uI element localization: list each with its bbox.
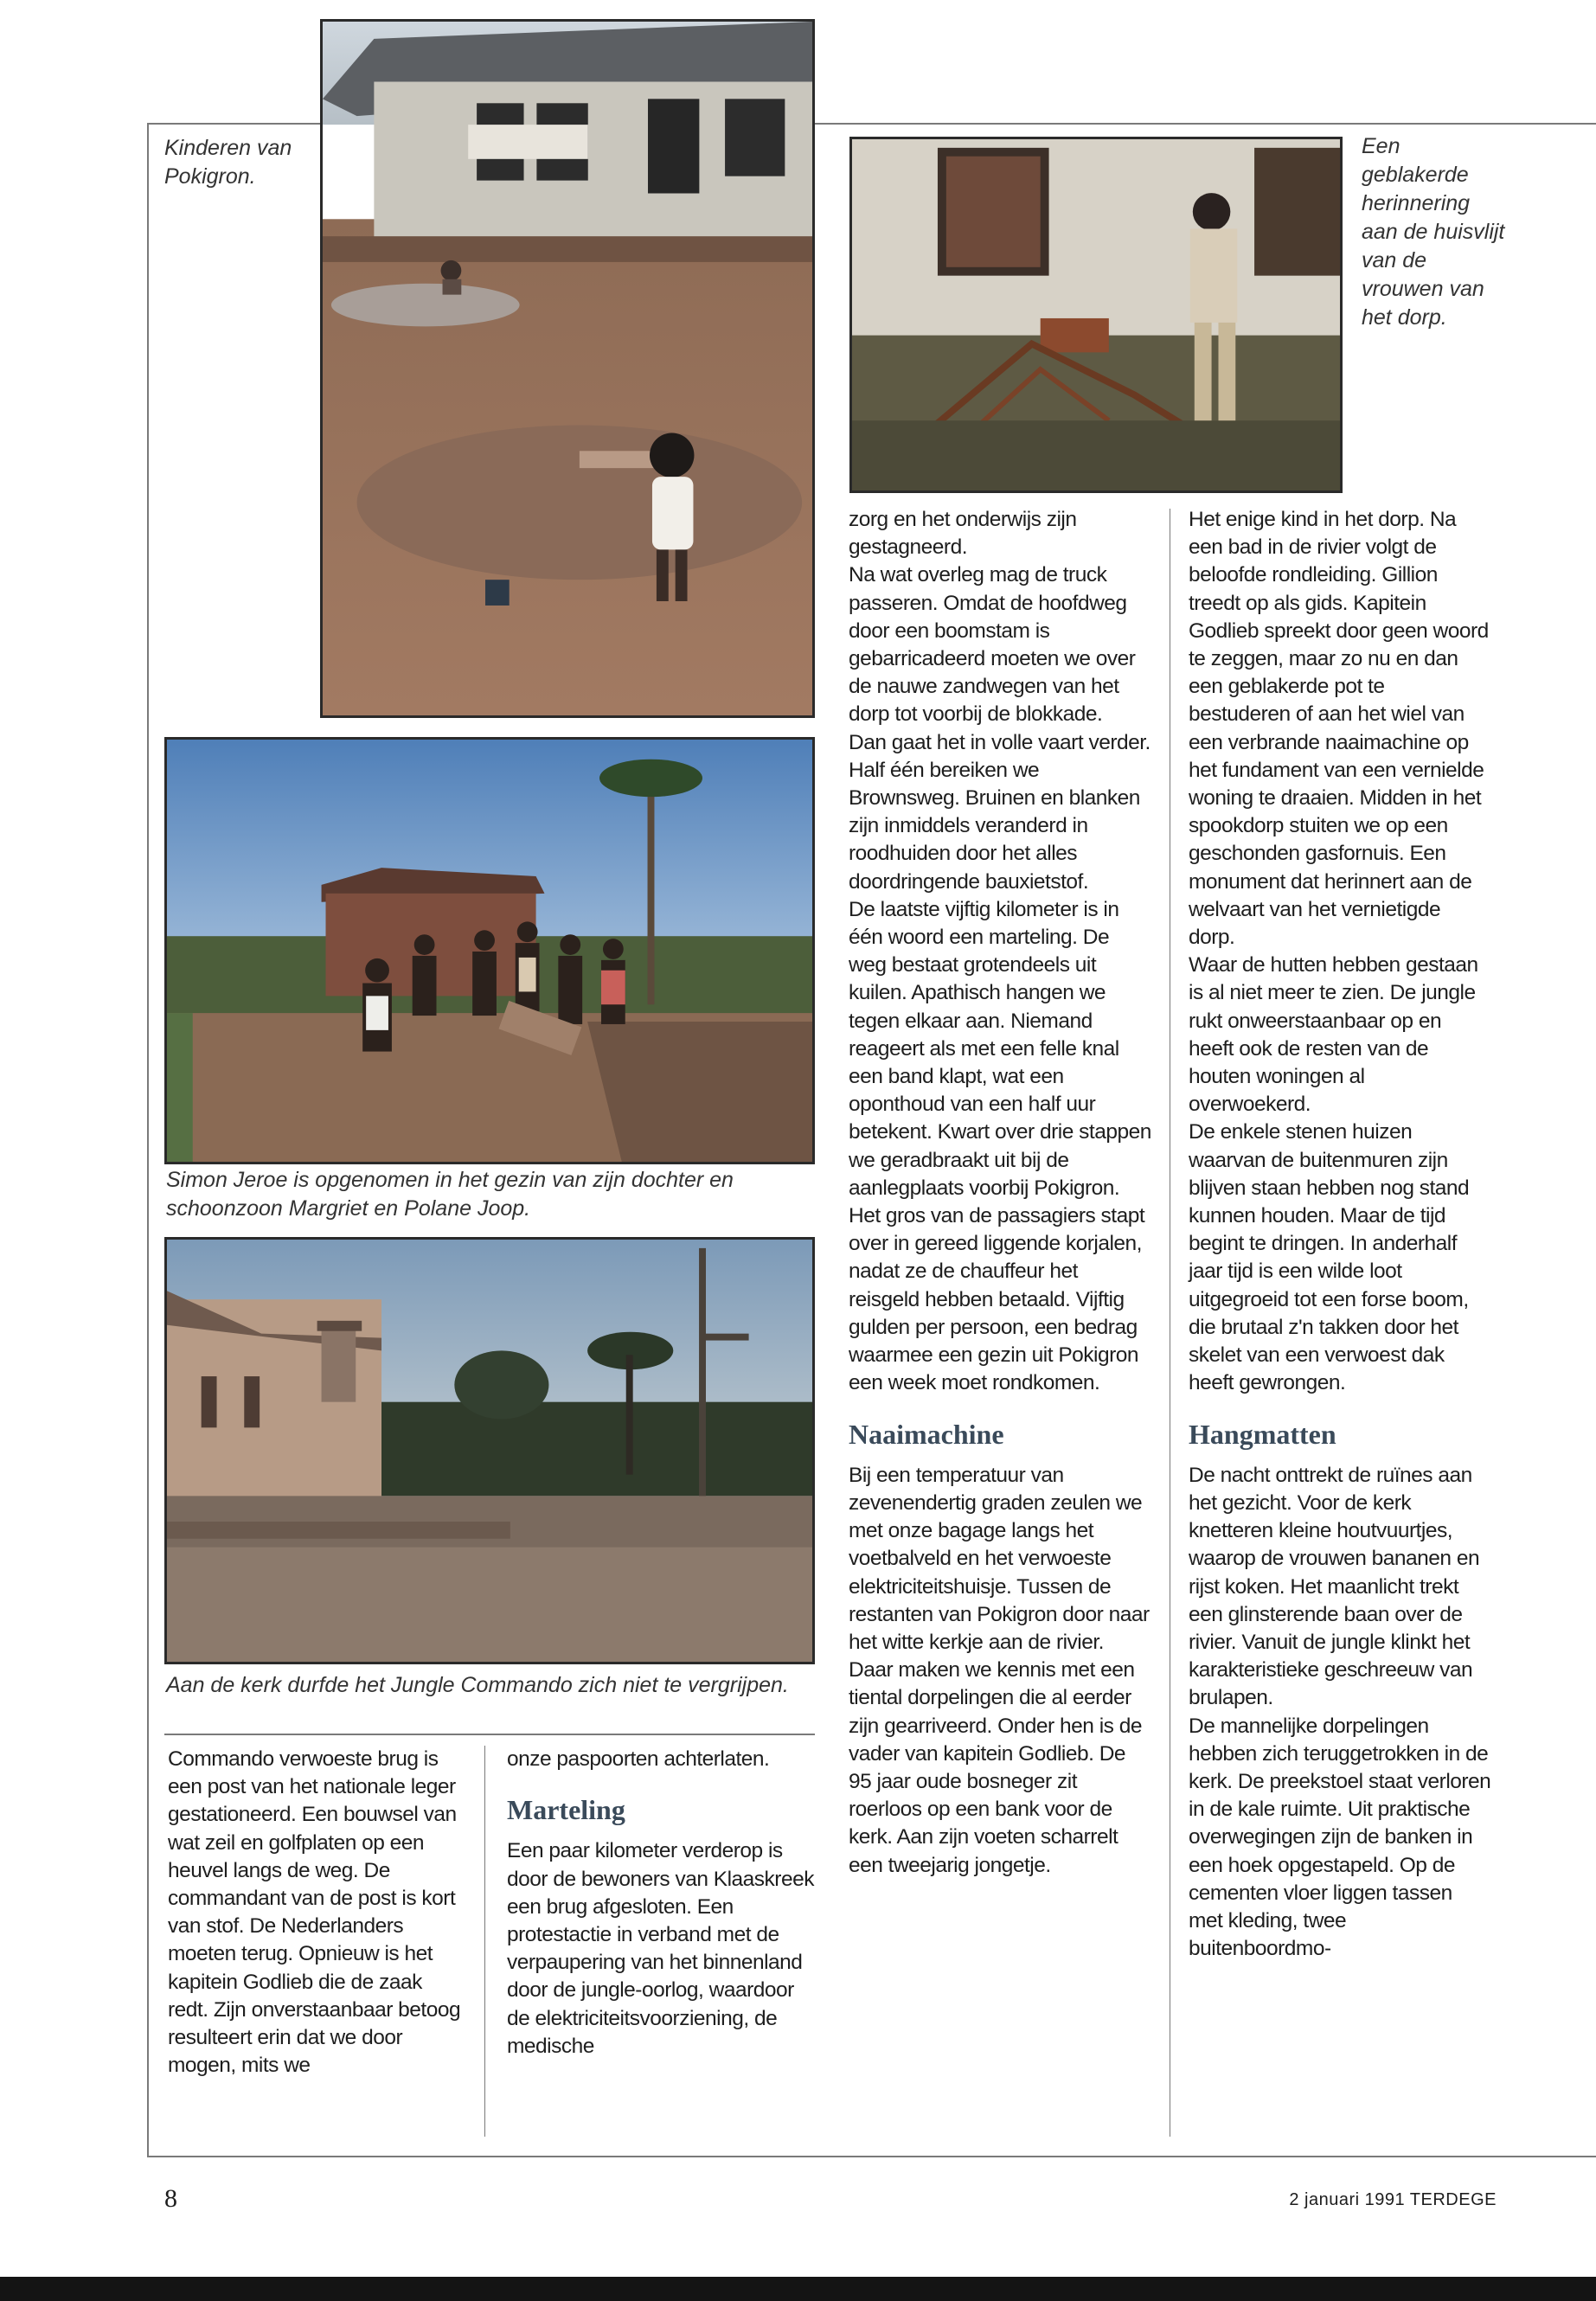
section-heading-marteling: Marteling <box>507 1794 625 1826</box>
article-column-2 <box>507 1746 814 2061</box>
article-paragraph: Dan gaat het in volle vaart verder. Half één bereiken we Brownsweg. Bruinen en blanken zijn inmiddels veranderd in roodhuiden door het alles doordringende bauxietstof. <box>849 730 1151 894</box>
article-paragraph: Na wat overleg mag de truck passeren. Omdat de hoofdweg door een boomstam is gebarricadeerd moeten we over de nauwe zandwegen van het dorp tot voorbij de blokkade. <box>849 563 1136 727</box>
section-heading-hangmatten: Hangmatten <box>1189 1418 1336 1450</box>
article-paragraph: Het gros van de passagiers stapt over in gereed liggende korjalen, nadat ze de chauffeur het reisgeld hebben betaald. Vijftig gulden per persoon, een bedrag waarmee een gezin uit Pokigron een week moet rondkomen. <box>849 1204 1145 1395</box>
issue-label: 2 januari 1991 TERDEGE <box>1289 2190 1497 2209</box>
article-column-1 <box>168 1746 462 2080</box>
caption-church: Aan de kerk durfde het Jungle Commando zich niet te vergrijpen. <box>166 1673 789 1697</box>
article-paragraph: Waar de hutten hebben gestaan is al niet meer te zien. De jungle rukt onweerstaanbaar op en heeft ook de resten van de houten woningen al overwoekerd. <box>1189 953 1478 1117</box>
photo-family <box>164 737 815 1164</box>
caption-children: Kinderen van Pokigron. <box>164 136 292 189</box>
photo-church <box>164 1237 815 1664</box>
rule-col-1-2 <box>484 1746 485 2137</box>
article-paragraph: Commando verwoeste brug is een post van het nationale leger gestationeerd. Een bouwsel van wat zeil en golfplaten op een heuvel langs de weg. De commandant van de post is kort van stof. De Nederlanders moeten terug. Opnieuw is het kapitein Godlieb die de zaak redt. Zijn onverstaanbaar betoog resulteert erin dat we door mogen, mits we <box>168 1747 461 2078</box>
article-paragraph: onze paspoorten achterlaten. <box>507 1747 770 1771</box>
article-paragraph: zorg en het onderwijs zijn gestagneerd. <box>849 508 1077 560</box>
photo-sewing-machine <box>849 137 1343 493</box>
article-paragraph: Het enige kind in het dorp. Na een bad in de rivier volgt de beloofde rondleiding. Gillion treedt op als gids. Kapitein Godlieb spreekt door geen woord te zeggen, maar zo nu en dan een geblakerde pot te bestuderen of aan het wiel van een verbrande naaimachine op het fundament van een vernielde woning te draaien. Midden in het spookdorp stuiten we op een geschonden gasfornuis. Een monument dat herinnert aan de welvaart van het vernietigde dorp. <box>1189 508 1489 950</box>
article-paragraph: De laatste vijftig kilometer is in één woord een marteling. De weg bestaat grotendeels uit kuilen. Apathisch hangen we tegen elkaar aan. Niemand reageert als met een felle knal een band klapt, wat een oponthoud van een half uur betekent. Kwart over drie stappen we geradbraakt uit bij de aanlegplaats voorbij Pokigron. <box>849 897 1151 1200</box>
section-heading-naaimachine: Naaimachine <box>849 1418 1004 1450</box>
article-paragraph: De nacht onttrekt de ruïnes aan het gezicht. Voor de kerk knetteren kleine houtvuurtjes, waarop de vrouwen bananen en rijst koken. Het maanlicht trekt een glinsterende baan over de rivier. Vanuit de jungle klinkt het karakteristieke geschreeuw van brulapen. <box>1189 1463 1480 1710</box>
scan-bottom-band <box>0 2277 1596 2301</box>
article-paragraph: De enkele stenen huizen waarvan de buitenmuren zijn blijven staan hebben nog stand kunnen houden. Maar de tijd begint te dringen. In anderhalf jaar tijd is een wilde loot uitgegroeid tot een forse boom, die brutaal z'n takken door het skelet van een verwoest dak heeft gewrongen. <box>1189 1120 1470 1395</box>
page-number: 8 <box>164 2184 177 2213</box>
caption-sewing-machine: Een geblakerde herinnering aan de huisvlijt van de vrouwen van het dorp. <box>1362 134 1505 330</box>
article-paragraph: Een paar kilometer verderop is door de bewoners van Klaaskreek een brug afgesloten. Een protestactie in verband met de verpaupering van het binnenland door de jungle-oorlog, waardoor de elektriciteitsvoorziening, de medische <box>507 1839 814 2058</box>
article-paragraph: De mannelijke dorpelingen hebben zich teruggetrokken in de kerk. De preekstoel staat verloren in de kale ruimte. Uit praktische overwegingen zijn de banken in een hoek opgestapeld. Op de cementen vloer liggen tassen met kleding, twee buitenboordmo- <box>1189 1714 1491 1961</box>
rule-left-vertical <box>147 123 149 2157</box>
article-column-3 <box>849 506 1151 1880</box>
rule-bottom <box>147 2156 1596 2157</box>
caption-family: Simon Jeroe is opgenomen in het gezin van zijn dochter en schoonzoon Margriet en Polane Joop. <box>166 1168 734 1221</box>
rule-caption-church <box>164 1734 815 1735</box>
article-column-4 <box>1189 506 1491 1963</box>
rule-top-left <box>147 123 320 125</box>
photo-children <box>320 19 815 718</box>
rule-top-right <box>815 123 1596 125</box>
article-paragraph: Bij een temperatuur van zevenendertig graden zeulen we met onze bagage langs het voetbalveld en het verwoeste elektriciteitshuisje. Tussen de restanten van Pokigron door naar het witte kerkje aan de rivier. Daar maken we kennis met een tiental dorpelingen die al eerder zijn gearriveerd. Onder hen is de vader van kapitein Godlieb. De 95 jaar oude bosneger zit roerloos op een bank voor de kerk. Aan zijn voeten scharrelt een tweejarig jongetje. <box>849 1463 1150 1877</box>
